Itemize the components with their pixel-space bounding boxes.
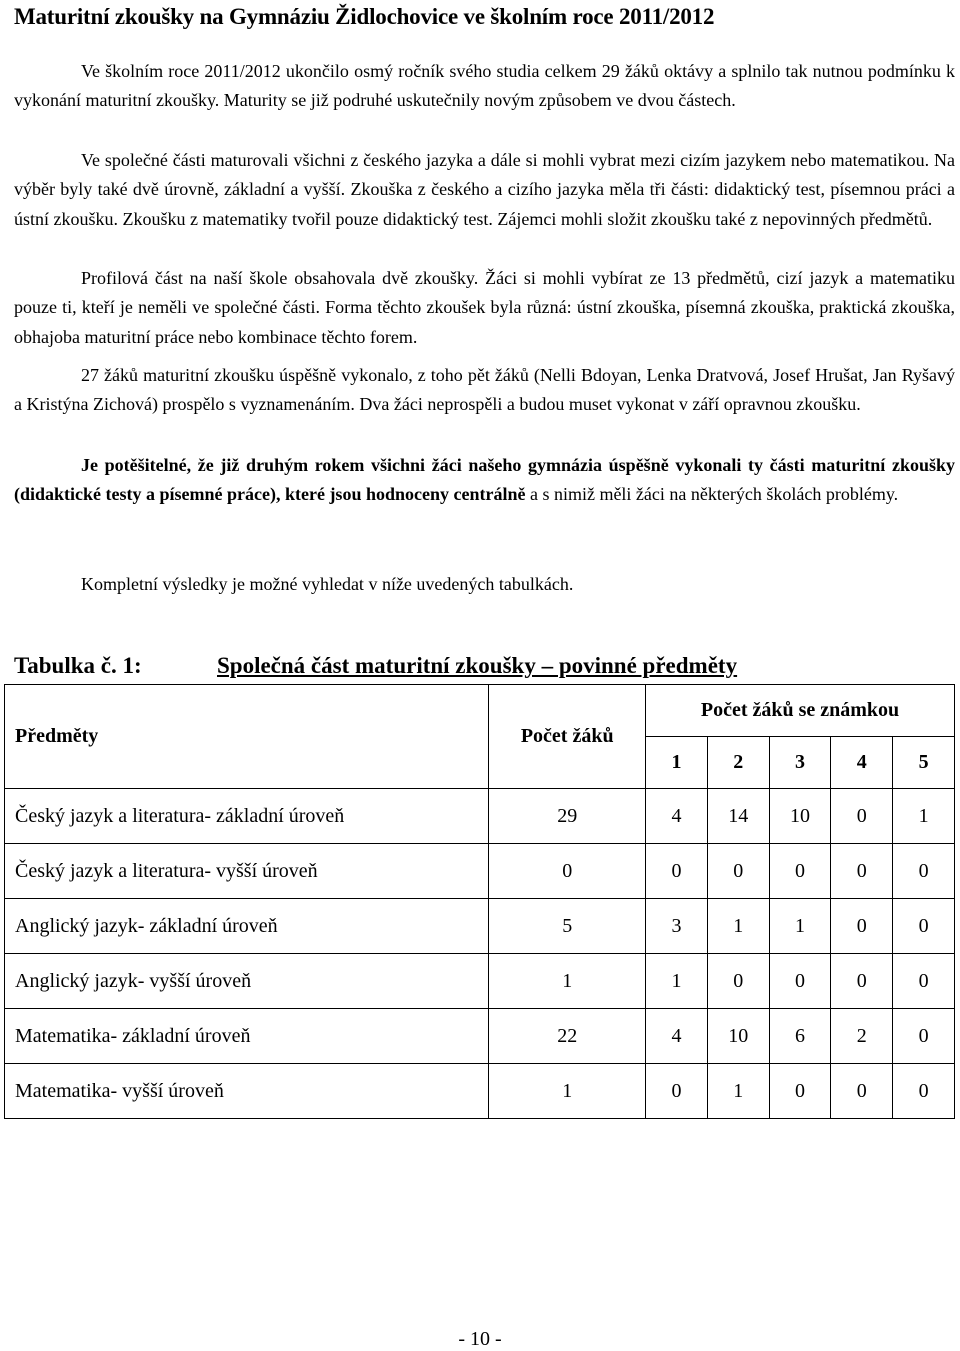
row-grade-3: 0 xyxy=(769,954,831,1009)
row-grade-3: 10 xyxy=(769,789,831,844)
table-row xyxy=(5,954,955,1009)
row-grade-2: 14 xyxy=(707,789,769,844)
row-grade-2: 0 xyxy=(707,954,769,1009)
row-grade-4: 2 xyxy=(831,1009,893,1064)
header-subject: Předměty xyxy=(5,685,489,789)
paragraph-tables-note xyxy=(14,570,955,599)
row-count: 1 xyxy=(489,1064,646,1119)
row-grade-2: 0 xyxy=(707,844,769,899)
row-grade-5: 0 xyxy=(893,1064,955,1119)
table-row xyxy=(5,789,955,844)
header-grade-2: 2 xyxy=(707,737,769,789)
row-grade-1: 4 xyxy=(646,1009,708,1064)
paragraph-intro xyxy=(14,57,955,116)
row-grade-4: 0 xyxy=(831,899,893,954)
row-count: 29 xyxy=(489,789,646,844)
row-grade-4: 0 xyxy=(831,789,893,844)
table-header-row xyxy=(5,685,955,737)
page-title: Maturitní zkoušky na Gymnáziu Židlochovice ve školním roce 2011/2012 xyxy=(14,4,715,29)
row-subject: Anglický jazyk- vyšší úroveň xyxy=(5,954,489,1009)
row-grade-3: 6 xyxy=(769,1009,831,1064)
row-subject: Český jazyk a literatura- základní úroveň xyxy=(5,789,489,844)
row-grade-4: 0 xyxy=(831,954,893,1009)
paragraph-tables-note-text: Kompletní výsledky je možné vyhledat v níže uvedených tabulkách. xyxy=(81,574,574,594)
row-grade-1: 3 xyxy=(646,899,708,954)
table-row xyxy=(5,899,955,954)
row-grade-4: 0 xyxy=(831,844,893,899)
row-grade-1: 0 xyxy=(646,844,708,899)
row-subject: Matematika- vyšší úroveň xyxy=(5,1064,489,1119)
row-grade-5: 0 xyxy=(893,1009,955,1064)
row-grade-3: 1 xyxy=(769,899,831,954)
row-subject: Anglický jazyk- základní úroveň xyxy=(5,899,489,954)
paragraph-profile-part xyxy=(14,264,955,352)
page-number: - 10 - xyxy=(458,1328,502,1350)
row-count: 0 xyxy=(489,844,646,899)
paragraph-highlight-rest: a s nimiž měli žáci na některých školách problémy. xyxy=(525,484,899,505)
row-grade-5: 1 xyxy=(893,789,955,844)
row-subject: Matematika- základní úroveň xyxy=(5,1009,489,1064)
row-grade-1: 4 xyxy=(646,789,708,844)
table-caption: Společná část maturitní zkoušky – povinné předměty xyxy=(217,653,738,678)
row-grade-2: 1 xyxy=(707,899,769,954)
header-grade-3: 3 xyxy=(769,737,831,789)
paragraph-profile-part-text: Profilová část na naší škole obsahovala dvě zkoušky. Žáci si mohli vybírat ze 13 předmětů, cizí jazyk a matematiku pouze ti, kteří je neměli ve společné části. Forma těchto zkoušek byla různá: ústní zkouška, písemná zkouška, praktická zkouška, obhajoba maturitní práce nebo kombinace těchto forem. xyxy=(14,268,955,347)
paragraph-results xyxy=(14,361,955,420)
row-grade-1: 1 xyxy=(646,954,708,1009)
header-grades-group: Počet žáků se známkou xyxy=(646,685,955,737)
table-row xyxy=(5,844,955,899)
header-grade-4: 4 xyxy=(831,737,893,789)
paragraph-highlight xyxy=(14,451,955,510)
row-grade-2: 10 xyxy=(707,1009,769,1064)
header-grade-1: 1 xyxy=(646,737,708,789)
row-grade-5: 0 xyxy=(893,844,955,899)
row-grade-3: 0 xyxy=(769,844,831,899)
table-row xyxy=(5,1009,955,1064)
row-grade-5: 0 xyxy=(893,899,955,954)
header-count: Počet žáků xyxy=(489,685,646,789)
paragraph-intro-text: Ve školním roce 2011/2012 ukončilo osmý ročník svého studia celkem 29 žáků oktávy a splnilo tak nutnou podmínku k vykonání maturitní zkoušky. Maturity se již podruhé uskutečnily novým způsobem ve dvou částech. xyxy=(14,61,955,111)
row-subject: Český jazyk a literatura- vyšší úroveň xyxy=(5,844,489,899)
table-row xyxy=(5,1064,955,1119)
paragraph-common-part-text: Ve společné části maturovali všichni z českého jazyka a dále si mohli vybrat mezi cizím jazykem nebo matematikou. Na výběr byly také dvě úrovně, základní a vyšší. Zkouška z českého a cizího jazyka měla tři části: didaktický test, písemnou práci a ústní zkoušku. Zkoušku z matematiky tvořil pouze didaktický test. Zájemci mohli složit zkoušku také z nepovinných předmětů. xyxy=(14,150,955,229)
row-count: 1 xyxy=(489,954,646,1009)
table-label: Tabulka č. 1: xyxy=(14,653,142,678)
results-table xyxy=(4,684,955,1119)
row-grade-3: 0 xyxy=(769,1064,831,1119)
paragraph-results-text: 27 žáků maturitní zkoušku úspěšně vykonalo, z toho pět žáků (Nelli Bdoyan, Lenka Dratvová, Josef Hrušat, Jan Ryšavý a Kristýna Zichová) prospělo s vyznamenáním. Dva žáci neprospěli a budou muset vykonat v září opravnou zkoušku. xyxy=(14,365,955,415)
row-count: 22 xyxy=(489,1009,646,1064)
row-grade-1: 0 xyxy=(646,1064,708,1119)
row-count: 5 xyxy=(489,899,646,954)
row-grade-2: 1 xyxy=(707,1064,769,1119)
header-grade-5: 5 xyxy=(893,737,955,789)
row-grade-5: 0 xyxy=(893,954,955,1009)
row-grade-4: 0 xyxy=(831,1064,893,1119)
paragraph-highlight-bold: Je potěšitelné, že již druhým rokem všichni žáci našeho gymnázia úspěšně vykonali ty části maturitní zkoušky (didaktické testy a písemné práce), které jsou hodnoceny centrálně xyxy=(14,455,955,505)
paragraph-common-part xyxy=(14,146,955,234)
